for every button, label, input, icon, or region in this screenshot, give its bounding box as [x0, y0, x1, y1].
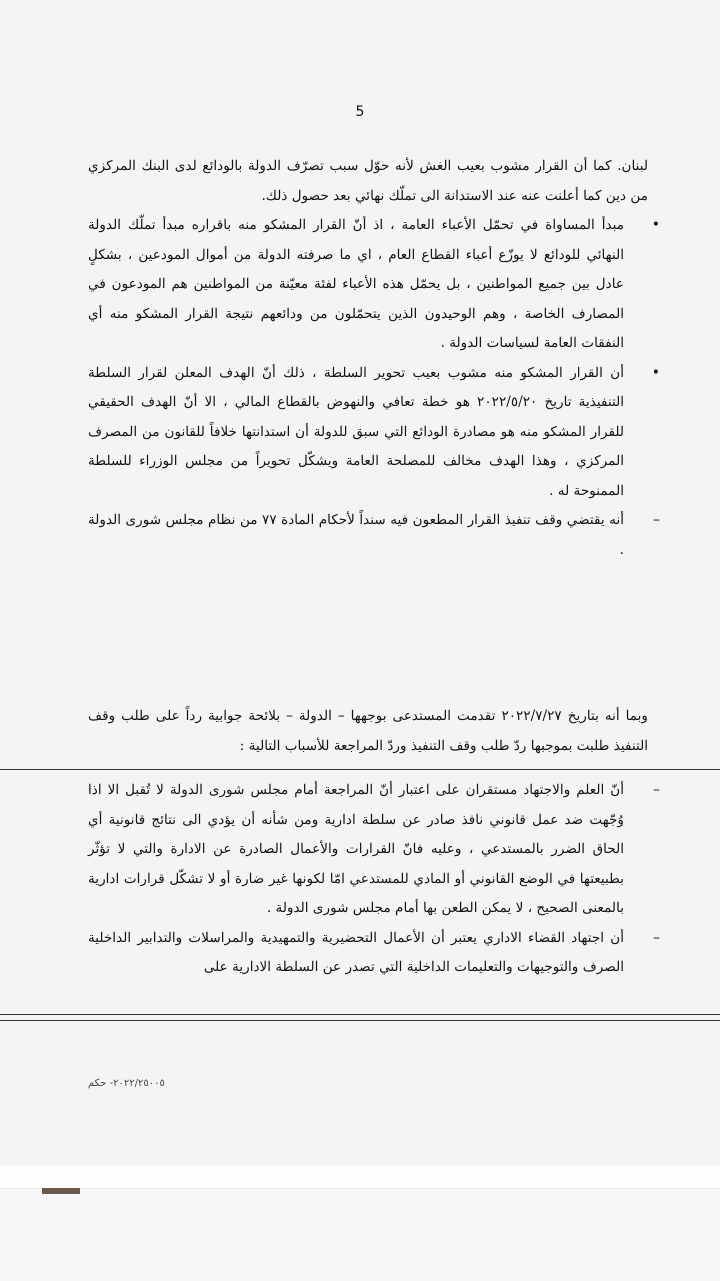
- bullet-marker: •: [651, 217, 660, 233]
- page-edge-mark: [42, 1188, 80, 1194]
- dash-text: أنّ العلم والاجتهاد مستقران على اعتبار أنّ المراجعة أمام مجلس شورى الدولة لا تُقبل الا اذا وُجّهت ضد عمل قانوني نافذ صادر عن سلطة ادارية ومن شأنه أن يؤدي الى نتائج قانونية أي الحاق الضرر بالمستدعي ، وعليه فانّ القرارات والأعمال الصادرة عن الادارة والتي لا تؤثّر بطبيعتها في الوضع القانوني أو المادي للمستدعي امّا لكونها غير ضارة أو لا تشكّل قرارات ادارية بالمعنى الصحيح ، لا يمكن الطعن بها أمام مجلس شورى الدولة .: [88, 782, 624, 916]
- dash-marker: –: [653, 782, 660, 798]
- bullet-text: أن القرار المشكو منه مشوب بعيب تحوير السلطة ، ذلك أنّ الهدف المعلن لقرار السلطة التنفيذية تاريخ ٢٠٢٢/٥/٢٠ هو خطة تعافي والنهوض بالقطاع المالي ، الا أنّ الهدف الحقيقي للقرار المشكو منه هو مصادرة الودائع التي سبق للدولة أن استدانتها خلافاً للقانون من المصرف المركزي ، وهذا الهدف مخالف للمصلحة العامة ويشكّل تحويراً من مجلس الوزراء للسلطة الممنوحة له .: [88, 364, 624, 499]
- text-block-state-reply: [88, 702, 648, 761]
- bullet-marker: •: [651, 364, 660, 381]
- paragraph-intro: لبنان. كما أن القرار مشوب بعيب الغش لأنه حوّل سبب تصرّف الدولة بالودائع لدى البنك المركزي من دين كما أعلنت عنه عند الاستدانة الى تملّك نهائي بعد حصول ذلك.: [88, 158, 648, 204]
- dash-item-jurisprudence: [88, 776, 660, 924]
- text-block-arguments: [88, 152, 660, 565]
- bullet-item-abuse-of-power: [88, 359, 660, 507]
- footer-double-line-bottom: [0, 1020, 720, 1021]
- dash-marker: –: [653, 929, 660, 946]
- dash-item-suspension: [88, 506, 660, 565]
- separator-line: [0, 769, 720, 770]
- paragraph-state-reply: وبما أنه بتاريخ ٢٠٢٢/٧/٢٧ تقدمت المستدعى بوجهها – الدولة – بلائحة جوابية رداً على طلب وقف التنفيذ طلبت بموجبها ردّ طلب وقف التنفيذ وردّ المراجعة للأسباب التالية :: [88, 708, 648, 754]
- footer-double-line-top: [0, 1014, 720, 1015]
- dash-text: أنه يقتضي وقف تنفيذ القرار المطعون فيه سنداً لأحكام المادة ٧٧ من نظام مجلس شورى الدولة .: [88, 512, 624, 558]
- dash-text: أن اجتهاد القضاء الاداري يعتبر أن الأعمال التحضيرية والتمهيدية والمراسلات والتدابير الداخلية الصرف والتوجيهات والتعليمات الداخلية التي تصدر عن السلطة الادارية على: [88, 929, 624, 975]
- dash-marker: –: [653, 512, 660, 528]
- next-page-preview: [0, 1188, 720, 1281]
- page-number: 5: [355, 104, 365, 120]
- dash-item-preparatory-acts: [88, 924, 660, 983]
- text-block-reasons: [88, 776, 660, 983]
- bullet-item-equality: [88, 211, 660, 359]
- bullet-text: مبدأ المساواة في تحمّل الأعباء العامة ، اذ أنّ القرار المشكو منه باقراره مبدأ تملّك الدولة النهائي للودائع لا يوزّع أعباء القطاع العام ، اي ما صرفته الدولة من أموال المودعين ، بشكلٍ عادل بين جميع المواطنين ، بل يحمّل هذه الأعباء لفئة معيّنة من المواطنين هم المودعون في المصارف الخاصة ، وهم الوحيدون الذين يتحمّلون من ودائعهم نتيجة القرار المشكو منه أي النفقات العامة لسياسات الدولة .: [88, 217, 624, 351]
- footer-reference: ٢٠٢٢/٢٥٠٠٥- حكم: [88, 1078, 165, 1089]
